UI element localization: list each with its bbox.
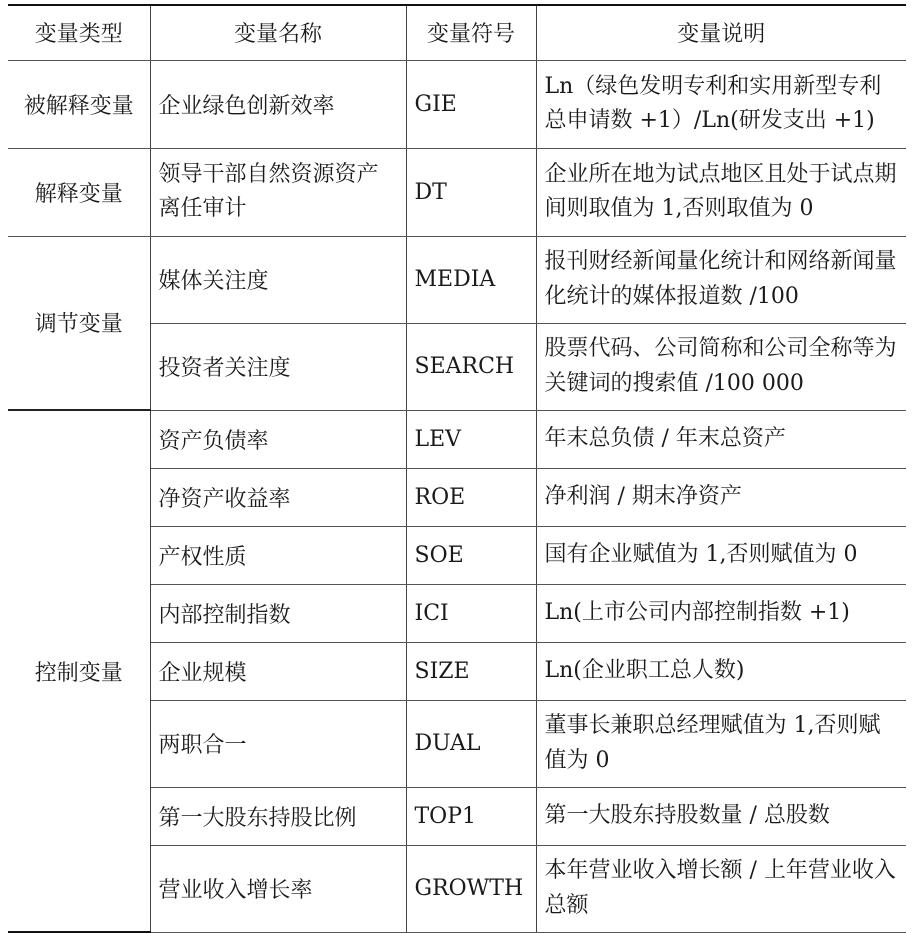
desc-cell: Ln（绿色发明专利和实用新型专利总申请数 +1）/Ln(研发支出 +1) <box>536 60 906 148</box>
name-cell: 企业规模 <box>150 642 406 700</box>
desc-cell: 报刊财经新闻量化统计和网络新闻量化统计的媒体报道数 /100 <box>536 236 906 323</box>
name-cell: 净资产收益率 <box>150 468 406 526</box>
name-cell: 营业收入增长率 <box>150 845 406 932</box>
symbol-cell: TOP1 <box>406 787 536 845</box>
header-name: 变量名称 <box>150 5 406 60</box>
desc-cell: 董事长兼职总经理赋值为 1,否则赋值为 0 <box>536 700 906 787</box>
variables-table <box>8 4 906 933</box>
desc-cell: Ln(企业职工总人数) <box>536 642 906 700</box>
table-row <box>8 410 906 468</box>
desc-cell: 净利润 / 期末净资产 <box>536 468 906 526</box>
symbol-cell: SIZE <box>406 642 536 700</box>
header-type: 变量类型 <box>8 5 150 60</box>
name-cell: 资产负债率 <box>150 410 406 468</box>
desc-cell: 国有企业赋值为 1,否则赋值为 0 <box>536 526 906 584</box>
table-row <box>8 148 906 236</box>
type-cell: 解释变量 <box>8 148 150 236</box>
name-cell: 媒体关注度 <box>150 236 406 323</box>
symbol-cell: GROWTH <box>406 845 536 932</box>
name-cell: 投资者关注度 <box>150 323 406 410</box>
type-cell: 被解释变量 <box>8 60 150 148</box>
header-desc: 变量说明 <box>536 5 906 60</box>
desc-cell: 企业所在地为试点地区且处于试点期间则取值为 1,否则取值为 0 <box>536 148 906 236</box>
symbol-cell: ICI <box>406 584 536 642</box>
header-row <box>8 5 906 60</box>
symbol-cell: SOE <box>406 526 536 584</box>
desc-cell: 第一大股东持股数量 / 总股数 <box>536 787 906 845</box>
name-cell: 产权性质 <box>150 526 406 584</box>
name-cell: 第一大股东持股比例 <box>150 787 406 845</box>
desc-cell: 本年营业收入增长额 / 上年营业收入总额 <box>536 845 906 932</box>
desc-cell: 年末总负债 / 年末总资产 <box>536 410 906 468</box>
desc-cell: 股票代码、公司简称和公司全称等为关键词的搜索值 /100 000 <box>536 323 906 410</box>
symbol-cell: DUAL <box>406 700 536 787</box>
name-cell: 企业绿色创新效率 <box>150 60 406 148</box>
name-cell: 领导干部自然资源资产离任审计 <box>150 148 406 236</box>
desc-cell: Ln(上市公司内部控制指数 +1) <box>536 584 906 642</box>
header-symbol: 变量符号 <box>406 5 536 60</box>
symbol-cell: MEDIA <box>406 236 536 323</box>
type-cell: 调节变量 <box>8 236 150 410</box>
symbol-cell: SEARCH <box>406 323 536 410</box>
name-cell: 两职合一 <box>150 700 406 787</box>
symbol-cell: GIE <box>406 60 536 148</box>
symbol-cell: DT <box>406 148 536 236</box>
symbol-cell: ROE <box>406 468 536 526</box>
type-cell: 控制变量 <box>8 410 150 932</box>
table-row <box>8 60 906 148</box>
symbol-cell: LEV <box>406 410 536 468</box>
name-cell: 内部控制指数 <box>150 584 406 642</box>
table-row <box>8 236 906 323</box>
